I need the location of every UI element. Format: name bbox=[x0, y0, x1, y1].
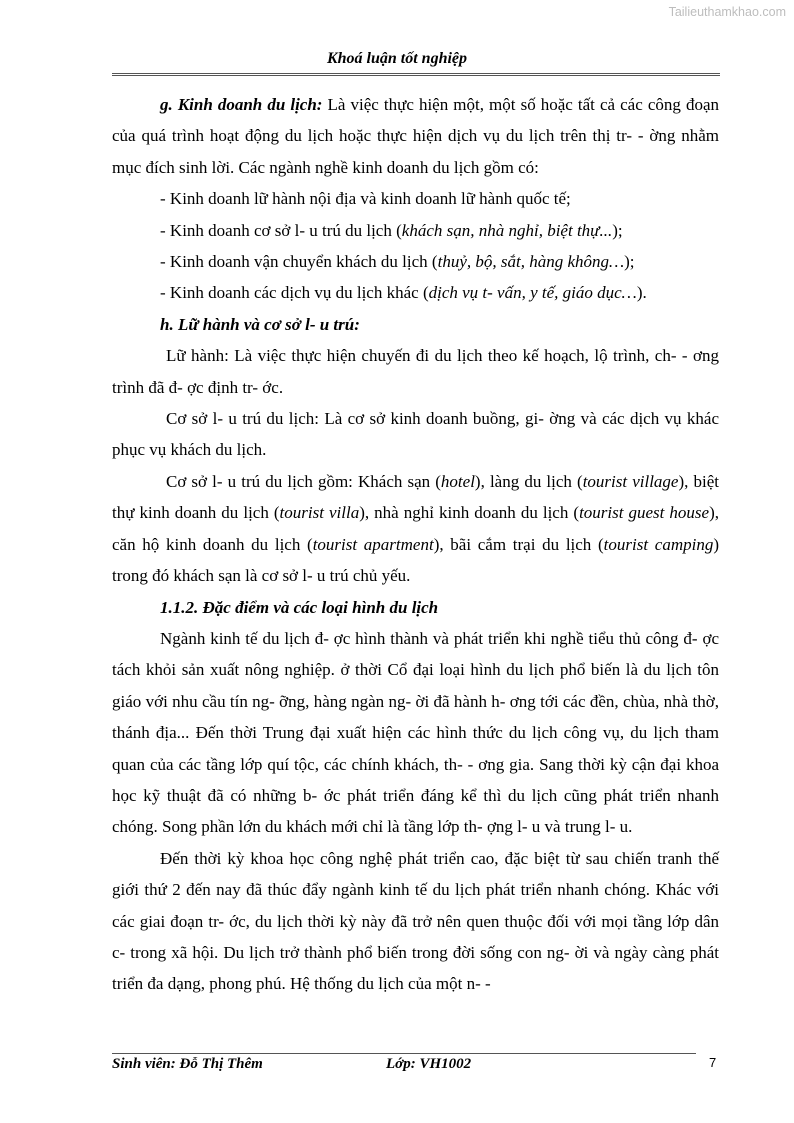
text-run: ), bãi cắm trại du lịch ( bbox=[433, 534, 604, 554]
list-item-italic: dịch vụ t- vấn, y tế, giáo dục… bbox=[428, 283, 637, 303]
list-item-tail: ); bbox=[624, 252, 635, 272]
section-h-paragraph-2: Cơ sở l- u trú du lịch: Là cơ sở kinh doanh buồng, gi- ờng và các dịch vụ khác phục vụ khách du lịch. bbox=[112, 409, 719, 460]
list-item-tail: ); bbox=[612, 220, 623, 240]
list-item-text: - Kinh doanh các dịch vụ du lịch khác ( bbox=[160, 283, 429, 303]
section-h-paragraph-3 bbox=[112, 466, 719, 592]
section-g-paragraph bbox=[112, 89, 719, 183]
list-item-tail: ). bbox=[636, 283, 647, 303]
section-112-paragraph-2: Đến thời kỳ khoa học công nghệ phát triển cao, đặc biệt từ sau chiến tranh thế giới thứ 2 đến nay đã thúc đẩy ngành kinh tế du lịch phát triển nhanh chóng. Khác với các giai đoạn tr- ớc, du lịch thời kỳ này đã trở nên quen thuộc đối với mọi tầng lớp dân c- trong xã hội. Du lịch trở thành phổ biến trong đời sống con ng- ời và ngày càng phát triển đa dạng, phong phú. Hệ thống du lịch của một n- - bbox=[112, 848, 719, 994]
header-divider bbox=[112, 73, 720, 76]
section-g-label: g. Kinh doanh du lịch: bbox=[160, 95, 323, 114]
list-item-italic: thuỷ, bộ, sắt, hàng không… bbox=[437, 252, 625, 272]
document-body bbox=[112, 89, 719, 1000]
italic-run: tourist apartment bbox=[312, 534, 434, 554]
list-item-text: - Kinh doanh vận chuyển khách du lịch ( bbox=[160, 252, 438, 272]
text-run: ) trong đó khách sạn là cơ sở l- u trú chủ yếu. bbox=[112, 534, 719, 586]
section-112-heading: 1.1.2. Đặc điểm và các loại hình du lịch bbox=[160, 597, 439, 617]
list-item bbox=[112, 215, 719, 246]
list-item-italic: khách sạn, nhà nghỉ, biệt thự... bbox=[401, 220, 613, 240]
italic-run: hotel bbox=[440, 471, 475, 491]
text-run: ), làng du lịch ( bbox=[474, 471, 583, 491]
text-run: ), nhà nghỉ kinh doanh du lịch ( bbox=[359, 503, 580, 523]
section-112-paragraph-1: Ngành kinh tế du lịch đ- ợc hình thành và phát triển khi nghề tiểu thủ công đ- ợc tách khỏi sản xuất nông nghiệp. ở thời Cổ đại loại hình du lịch phổ biến là du lịch tôn giáo với nhu cầu tín ng- ỡng, hàng ngàn ng- ời đã hành h- ơng tới các đền, chùa, nhà thờ, thánh địa... Đến thời Trung đại xuất hiện các hình thức du lịch công vụ, du lịch tham quan của các tầng lớp quí tộc, các chính khách, th- - ơng gia. Sang thời kỳ cận đại khoa học kỹ thuật đã có những b- ớc phát triển đáng kể thì du lịch cũng phát triển nhanh chóng. Song phần lớn du khách mới chỉ là tầng lớp th- ợng l- u và trung l- u. bbox=[112, 628, 719, 837]
italic-run: tourist guest house bbox=[579, 503, 710, 523]
list-item-text: - Kinh doanh lữ hành nội địa và kinh doanh lữ hành quốc tế; bbox=[160, 189, 571, 209]
list-item bbox=[112, 183, 719, 214]
text-run: ), biệt thự kinh doanh du lịch ( bbox=[112, 471, 719, 523]
list-item bbox=[112, 246, 719, 277]
footer-student: Sinh viên: Đỗ Thị Thêm bbox=[112, 1056, 263, 1072]
footer-class: Lớp: VH1002 bbox=[386, 1056, 472, 1072]
section-h-heading: h. Lữ hành và cơ sở l- u trú: bbox=[160, 314, 360, 334]
watermark: Tailieuthamkhao.com bbox=[668, 5, 786, 19]
italic-run: tourist camping bbox=[603, 534, 714, 554]
page-number: 7 bbox=[709, 1055, 717, 1070]
list-item bbox=[112, 277, 719, 308]
section-h-paragraph-1: Lữ hành: Là việc thực hiện chuyến đi du lịch theo kế hoạch, lộ trình, ch- - ơng trình đã đ- ợc định tr- ớc. bbox=[112, 346, 719, 397]
section-g-text: Là việc thực hiện một, một số hoặc tất cả các công đoạn của quá trình hoạt động du lịch hoặc thực hiện dịch vụ du lịch trên thị tr- - ờng nhằm mục đích sinh lời. Các ngành nghề kinh doanh du lịch gồm có: bbox=[112, 95, 719, 177]
text-run: ), căn hộ kinh doanh du lịch ( bbox=[112, 503, 720, 554]
italic-run: tourist villa bbox=[279, 503, 360, 523]
text-run: Cơ sở l- u trú du lịch gồm: Khách sạn ( bbox=[166, 471, 441, 491]
list-item-text: - Kinh doanh cơ sở l- u trú du lịch ( bbox=[160, 220, 402, 240]
footer-divider bbox=[112, 1053, 696, 1054]
italic-run: tourist village bbox=[582, 471, 679, 491]
page-header-title: Khoá luận tốt nghiệp bbox=[326, 50, 468, 67]
